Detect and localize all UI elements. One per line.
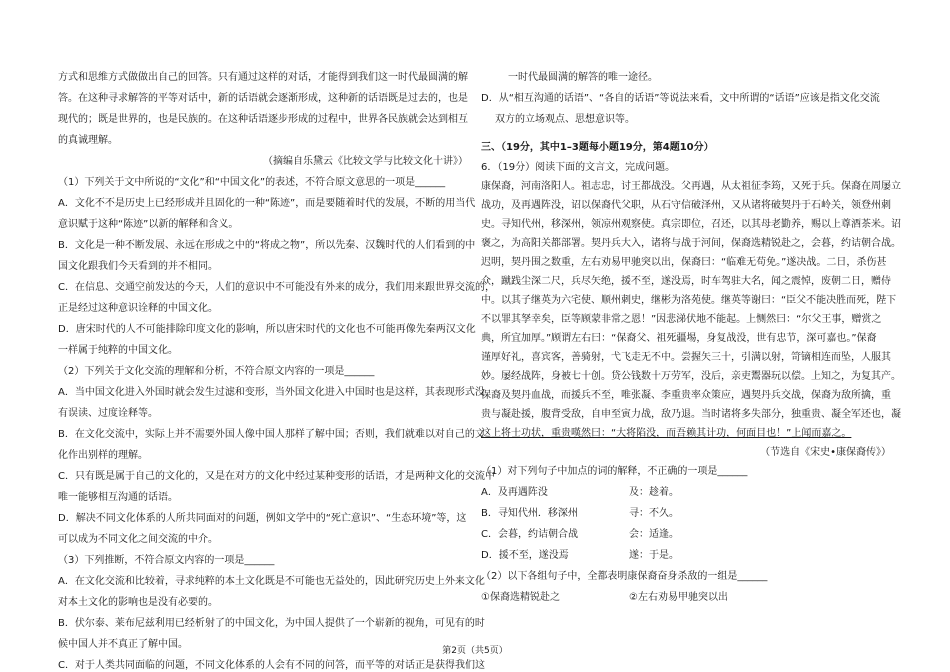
option-line: 意识赋于这种“陈迹”以新的解释和含义。 bbox=[58, 219, 239, 230]
option-gloss: 会：适逢。 bbox=[629, 529, 679, 540]
option-line: B．伏尔泰、莱布尼兹利用已经析射了的中国文化，为中国人提供了一个崭新的视角，可见有的时 bbox=[58, 618, 485, 629]
option-line: 双方的立场观点、思想意识等。 bbox=[495, 114, 635, 125]
option-line: 国文化跟我们今天看到的并不相同。 bbox=[58, 261, 218, 272]
source-citation: （节选自《宋史•康保裔传》） bbox=[760, 447, 891, 458]
text-line: 一时代最圆满的解答的唯一途径。 bbox=[508, 72, 658, 83]
source-citation: （摘编自乐黛云《比较文学与比较文化十讲》） bbox=[263, 156, 468, 167]
option-line: C．会暮，约诘朝合战 bbox=[481, 529, 578, 540]
option-line: 化作出别样的理解。 bbox=[58, 450, 148, 461]
page-footer: 第2页（共5页） bbox=[442, 646, 508, 656]
passage-line: 谨厚好礼，喜宾客，善骑射，弋飞走无不中。尝握矢三十，引满以射，笴镝相连而坠，人服其 bbox=[481, 352, 891, 363]
passage-line: 迟明，契丹围之数重，左右劝易甲驰突以出，保裔曰：“临难无苟免。”遂决战。二日，杀伤甚 bbox=[481, 257, 887, 268]
option-line: D．解决不同文化体系的人所共同面对的问题，例如文学中的“死亡意识”、“生态环境”等，这 bbox=[58, 513, 467, 524]
option-line: 一样属于纯粹的中国文化。 bbox=[58, 345, 178, 356]
option-line: B．寻知代州．移深州 bbox=[481, 508, 578, 519]
option-gloss: 及：趁着。 bbox=[629, 487, 679, 498]
passage-line: 典，所宜加厚。”顾谓左右曰：“保裔父、祖死疆埸，身复战没，世有忠节，深可嘉也。”保裔 bbox=[481, 333, 877, 344]
option-line: ①保裔选精锐赴之 bbox=[481, 592, 560, 603]
text-line: 现代的；既是世界的，也是民族的。在这种话语逐步形成的过程中，世界各民族就会达到相互 bbox=[58, 114, 468, 125]
text-line: 的真诚理解。 bbox=[58, 135, 118, 146]
passage-line: 贵与凝赴援，腹背受敌，自申至寅力战，敌乃退。当时诸将多失部分，独重贵、凝全军还也，凝 bbox=[481, 409, 901, 420]
passage-line: 众，蹴践尘深二尺，兵尽矢绝，援不至，遂没焉，时车驾驻大名，闻之震悼，废朝二日，赠侍 bbox=[481, 276, 891, 287]
question-stem: （2）下列关于文化交流的理解和分析，不符合原文内容的一项是______ bbox=[58, 366, 375, 377]
option-line: 可以成为不同文化之间交流的中介。 bbox=[58, 534, 218, 545]
passage-line: 中。以其子继英为六宅使、顺州刺史，继彬为洛苑使。继英等谢曰：“臣父不能决胜而死，陛下 bbox=[481, 295, 897, 306]
option-line: D．从“相互沟通的话语”、“各自的话语”等说法来看，文中所谓的“话语”应该是指文化交流 bbox=[481, 93, 880, 104]
passage-line: 史。寻知代州，移深州，领凉州观察使。真宗即位，召还，以其母老勤养，赐以上尊酒茶米。诏 bbox=[481, 219, 901, 230]
option-line: B．文化是一种不断发展、永远在形成之中的“将成之物”，所以先秦、汉魏时代的人们看到的中 bbox=[58, 240, 476, 251]
option-line: 候中国人并不真正了解中国。 bbox=[58, 639, 188, 650]
option-line: A．当中国文化进入外国时就会发生过滤和变形，当外国文化进入中国时也是这样，其表现形式没 bbox=[58, 387, 485, 398]
option-line: C．对于人类共同面临的问题，不同文化体系的人会有不同的问答，而平等的对话正是获得我们这 bbox=[58, 660, 485, 671]
section-heading: 三、（19分，其中1–3题每小题19分，第4题10分） bbox=[481, 142, 714, 153]
question-stem: 6．（19分）阅读下面的文言文，完成问题。 bbox=[481, 162, 676, 173]
option-line: 正是经过这种意识诠释的中国文化。 bbox=[58, 303, 218, 314]
question-stem: （1）下列关于文中所说的“文化”和“中国文化”的表述，不符合原文意思的一项是______ bbox=[58, 177, 446, 188]
option-line: A．在文化交流和比较着，寻求纯粹的本土文化既是不可能也无益处的，因此研究历史上外来文化 bbox=[58, 576, 485, 587]
passage-line: 这上将士功状，重贵嘆然曰：“大将陷没，而吾赖其计功，何面目也！”上闻而嘉之。 bbox=[481, 428, 852, 439]
text-line: 方式和思维方式做做出自己的回答。只有通过这样的对话，才能得到我们这一时代最圆满的解 bbox=[58, 72, 468, 83]
passage-line: 康保裔，河南洛阳人。祖志忠，讨王都战没。父再遇，从太祖征李筠，又死于兵。保裔在周屡立 bbox=[481, 181, 901, 192]
option-gloss: 遂：于是。 bbox=[629, 550, 679, 561]
passage-line: 保裔及契丹血战，而援兵不至，唯张凝、李重贵率众策应，遇契丹兵交战，保裔为敌所擒，重 bbox=[481, 390, 891, 401]
option-line: A．文化不不是历史上已经形成并且固化的一种“陈迹”，而是要随着时代的发展，不断的用当代 bbox=[58, 198, 476, 209]
option-line: B．在文化交流中，实际上并不需要外国人像中国人那样了解中国；否则，我们就难以对自己的文 bbox=[58, 429, 485, 440]
passage-line: 战功，及再遇阵没，诏以保裔代父职，从石守信破泽州，又从诸将破契丹于石岭关，领登州刺 bbox=[481, 200, 891, 211]
option-line: 有误读、过度诠释等。 bbox=[58, 408, 158, 419]
passage-line: 妙。屡经战阵，身被七十创。贷公钱数十万劳军，没后，亲吏鬻器玩以偿。上知之，为复其产。 bbox=[481, 371, 901, 382]
option-line: 对本土文化的影响也是没有必要的。 bbox=[58, 597, 218, 608]
question-stem: （1）对下列句子中加点的词的解释，不正确的一项是______ bbox=[481, 466, 748, 477]
question-stem: （2）以下各组句子中，全都表明康保裔奋身杀敌的一组是______ bbox=[481, 571, 768, 582]
text-line: 答。在这种寻求解答的平等对话中，新的话语就会逐渐形成，这种新的话语既是过去的，也是 bbox=[58, 93, 468, 104]
option-line: ②左右劝易甲驰突以出 bbox=[629, 592, 728, 603]
passage-line: 不以罪其孥幸矣，臣等顾蒙非常之恩！”因悲涕伏地不能起。上恻然曰：“尔父王事，赠赏之 bbox=[481, 314, 882, 325]
passage-line: 褒之，为高阳关都部署。契丹兵大入，诸将与战于河间，保裔选精锐赴之，会暮，约诘朝合战。 bbox=[481, 238, 901, 249]
option-line: D．唐宋时代的人不可能排除印度文化的影响，所以唐宋时代的文化也不可能再像先秦两汉文化 bbox=[58, 324, 476, 335]
option-line: 唯一能够相互沟通的话语。 bbox=[58, 492, 178, 503]
option-line: C．在信息、交通空前发达的今天，人们的意识中不可能没有外来的成分，我们用来跟世界交流的， bbox=[58, 282, 495, 293]
option-gloss: 寻：不久。 bbox=[629, 508, 679, 519]
option-line: D．援不至，遂没焉 bbox=[481, 550, 569, 561]
option-line: A．及再遇阵没 bbox=[481, 487, 548, 498]
question-stem: （3）下列推断，不符合原文内容的一项是______ bbox=[58, 555, 275, 566]
option-line: C．只有既是属于自己的文化的，又是在对方的文化中经过某种变形的话语，才是两种文化的交流中 bbox=[58, 471, 495, 482]
